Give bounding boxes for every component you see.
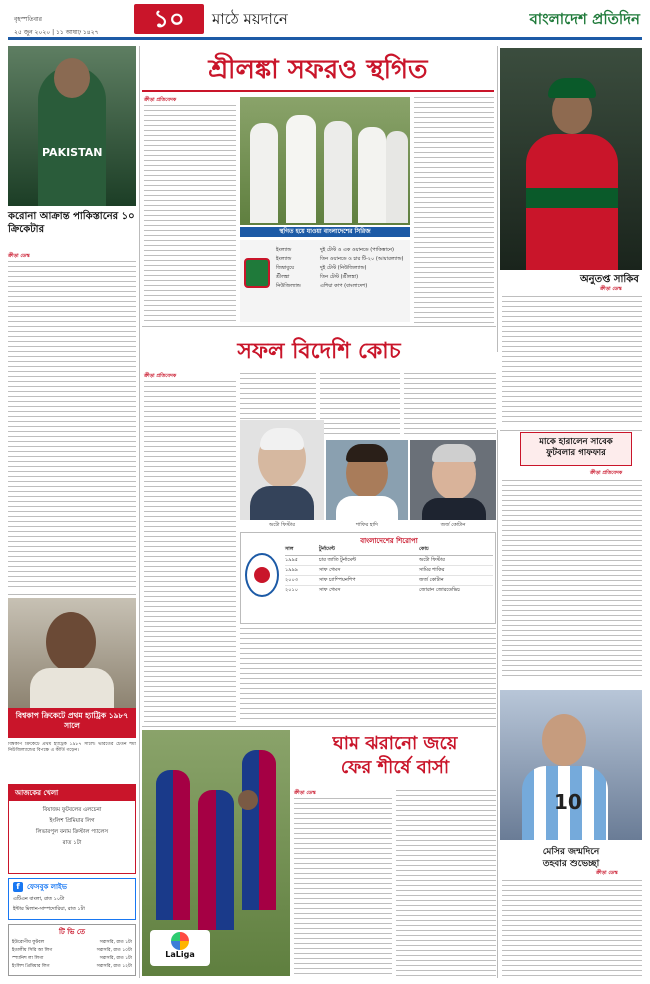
messi-number: 10 (554, 790, 582, 814)
barca-body-col1 (294, 798, 392, 976)
cell-coach: সামির শাকির (419, 567, 445, 573)
coach-photo-1 (240, 420, 324, 520)
table-row (285, 556, 493, 566)
right-rule-1 (500, 430, 642, 431)
coach3-hair (432, 444, 476, 462)
cell-year: ১৯৯৯ (285, 567, 298, 573)
schedule-row (276, 246, 406, 255)
schedule-team: ইংল্যান্ড (276, 247, 292, 253)
barca-headline-2: ফের শীর্ষে বার্সা (340, 757, 450, 778)
barca-player-3 (242, 750, 276, 910)
messi-caption-2: তহবার শুভেচ্ছা (542, 859, 600, 869)
story2-body: বিশ্বকাপ ক্রিকেটে প্রথম হ্যাট্রিক ১৯৮৭ সালে। ভারতের চেতন শর্মা নিউজিল্যান্ডের বিপক্ষে এ কীর্তি গড়েন। (8, 742, 136, 754)
masthead (0, 0, 650, 44)
player-2 (286, 115, 316, 223)
lead-photo (240, 97, 410, 225)
barca-player-4 (238, 790, 258, 810)
story1-headline: করোনা আক্রান্ত পাকিস্তানের ১০ ক্রিকেটার (8, 211, 135, 235)
coach2-shirt (336, 496, 398, 520)
tv-row (12, 955, 132, 963)
tv-box (8, 924, 136, 976)
coach-photo-3-label: জর্জ কোটান (440, 522, 466, 528)
barca-headline-1: ঘাম ঝরানো জয়ে (332, 733, 458, 754)
schedule-team: ইংল্যান্ড (276, 256, 292, 262)
tv-title: টি ভি তে (58, 928, 85, 936)
lead-body-col3 (414, 97, 494, 323)
coach-photo-1-label: অটো ফিস্টার (269, 522, 295, 528)
shakib-body (502, 296, 642, 426)
lead-body-col1 (144, 105, 236, 323)
gaffar-reporter: ক্রীড়া প্রতিবেদক (590, 470, 623, 476)
col-tournament: টুর্নামেন্ট (319, 546, 335, 552)
table-row (285, 576, 493, 586)
messi-body (502, 880, 642, 976)
brand-logo: বাংলাদেশ প্রতিদিন (529, 10, 640, 28)
cell-tournament: সাফ চ্যাম্পিয়নশিপ (319, 577, 356, 583)
messi-reporter: ক্রীড়া ডেস্ক (596, 870, 618, 876)
center-vrule (497, 46, 498, 352)
story2-headline: বিশ্বকাপ ক্রিকেটে প্রথম হ্যাট্রিক ১৯৮৭ সালে (15, 711, 129, 730)
tv-row-left: স্প্যানিশ লা লিগা (12, 956, 44, 961)
live-box (8, 878, 136, 920)
coach1-shirt (250, 486, 314, 520)
coach-headline: সফল বিদেশি কোচ (237, 338, 401, 364)
messi-caption-1: মেসির জন্মদিনে (542, 847, 600, 857)
table-header (285, 546, 493, 556)
player-3 (324, 121, 352, 223)
left-divider-1 (8, 594, 136, 595)
table-title: বাংলাদেশের শিরোপা (360, 537, 418, 545)
coach-body-col1 (144, 381, 236, 723)
lead-photo-caption: স্থগিত হয়ে যাওয়া বাংলাদেশের সিরিজ (279, 228, 371, 235)
player-head (54, 58, 90, 98)
schedule-row (276, 273, 406, 282)
schedule-series: দুই টেস্ট (নিউজিল্যান্ড) (320, 265, 367, 271)
coach2-hair (346, 444, 388, 462)
tv-row-right: সরাসরি, রাত ১টা (99, 940, 132, 945)
tv-row-right: সরাসরি, রাত ১২টা (96, 964, 132, 969)
schedule-row (276, 264, 406, 273)
schedule-series: দুই টেস্ট ও এক ওয়ানডে (পাকিস্তানে) (320, 247, 394, 253)
tv-row-left: ইতালীয় সিরি আ লিগ (12, 948, 53, 953)
story1-reporter: ক্রীড়া ডেস্ক (8, 253, 30, 259)
cell-coach: জর্জ কোটান (419, 577, 444, 583)
left-column (8, 46, 136, 976)
tv-row-right: সরাসরি, রাত ১০টা (96, 948, 132, 953)
today-line3: লিভারপুল বনাম ক্রিস্টাল প্যালেস (35, 829, 109, 835)
schedule-series: এশিয়া কাপ (বাংলাদেশ) (320, 283, 368, 289)
schedule-team: নিউজিল্যান্ড (276, 283, 301, 289)
schedule-row (276, 255, 406, 264)
chetan-photo (8, 598, 136, 708)
cell-coach: অটো ফিস্টার (419, 557, 445, 563)
coach-top-rule (142, 326, 496, 327)
coach-photo-2-label: শাফির হাদি (356, 522, 378, 528)
lead-reporter: ক্রীড়া প্রতিবেদক (144, 97, 177, 103)
cell-tournament: সাফ গেমস (319, 587, 341, 593)
gaffar-headline-box (520, 432, 632, 466)
live-line2: ইন্টার মিলান-সাম্পদোরিয়া, রাত ১টা (13, 906, 85, 912)
today-line2: ইংলিশ প্রিমিয়ার লিগ (49, 818, 95, 824)
chetan-head (46, 612, 96, 672)
tv-rows (9, 939, 135, 971)
player-4 (358, 127, 386, 223)
section-title: মাঠে ময়দানে (212, 10, 288, 28)
page-number: ১০ (134, 4, 204, 34)
cell-year: ২০০৩ (285, 577, 299, 583)
barca-top-rule (142, 726, 496, 727)
live-title-row (9, 879, 135, 895)
live-title: ফেসবুক লাইভ (27, 883, 67, 891)
today-title: আজকের খেলা (9, 785, 135, 801)
lead-caption-bar (240, 227, 410, 237)
gaffar-headline: মাকে হারালেন সাবেক ফুটবলার গাফফার (539, 437, 613, 458)
schedule-series: তিন টেস্ট (শ্রীলঙ্কা) (320, 274, 359, 280)
laliga-logo (150, 930, 210, 966)
shakib-reporter: ক্রীড়া ডেস্ক (600, 286, 622, 292)
table-row (285, 566, 493, 576)
lead-headline-band (142, 48, 494, 92)
barca-photo (142, 730, 290, 976)
coach3-shirt (422, 498, 486, 520)
tv-row (12, 947, 132, 955)
cell-tournament: চার জাতি টুর্নামেন্ট (319, 557, 357, 563)
tv-row-right: সরাসরি, রাত ১টা (99, 956, 132, 961)
date-full: ২৫ জুন ২০২০ | ১১ আষাঢ় ১৪২৭ (14, 29, 99, 36)
bff-logo-inner (254, 567, 270, 583)
schedule-team: শ্রীলঙ্কা (276, 274, 290, 280)
shakib-caption: অনুতপ্ত সাকিব (580, 274, 639, 285)
story1-body (8, 261, 136, 591)
coach-photo-2 (326, 440, 408, 520)
tv-row-left: ইউরোপীয় ফুটবল (12, 940, 45, 945)
right-vrule-bottom (497, 430, 498, 978)
cell-year: ২০১০ (285, 587, 298, 593)
hafeez-photo (8, 46, 136, 206)
messi-photo (500, 690, 642, 840)
masthead-rule (8, 37, 642, 40)
barca-body-col2 (396, 790, 496, 976)
tv-row (12, 939, 132, 947)
laliga-mark (171, 932, 189, 950)
left-vrule (139, 46, 140, 978)
cell-coach: জোরান জোরডেভিচ (419, 587, 460, 593)
table-body (285, 556, 493, 595)
lead-headline: শ্রীলঙ্কা সফরও স্থগিত (208, 55, 428, 85)
messi-head (542, 714, 586, 766)
bcb-logo (244, 258, 270, 288)
coach1-hair (260, 428, 304, 450)
jersey-text: PAKISTAN (42, 146, 103, 159)
chetan-body (30, 668, 114, 708)
cell-tournament: সাফ গেমস (319, 567, 341, 573)
schedule-rows (276, 246, 406, 291)
col-coach: কোচ (419, 546, 429, 552)
coach-reporter: ক্রীড়া প্রতিবেদক (144, 373, 177, 379)
schedule-box (240, 240, 410, 322)
schedule-series: তিন ওয়ানডে ও চার টি-২০ (আয়ারল্যান্ড) (320, 256, 404, 262)
schedule-team: জিম্বাবুয়ে (276, 265, 295, 271)
barca-player-2 (198, 790, 234, 930)
today-box (8, 784, 136, 874)
today-line4: রাত ১টা (62, 840, 82, 846)
live-line1: এটিএন বাংলা, রাত ১০টা (13, 896, 65, 902)
shakib-jersey-stripe (526, 188, 618, 208)
col-year: সাল (285, 546, 294, 552)
tv-row (12, 963, 132, 971)
barca-reporter: ক্রীড়া ডেস্ক (294, 790, 316, 796)
date-block (14, 14, 134, 38)
laliga-text: LaLiga (165, 950, 195, 959)
bff-logo (245, 553, 279, 597)
coach-body-bottom (240, 628, 496, 723)
barca-player-1 (156, 770, 190, 920)
tv-row-left: ইংলিশ প্রিমিয়ার লিগ (12, 964, 50, 969)
schedule-row (276, 282, 406, 291)
coach-body-col3 (320, 373, 400, 437)
coach-photo-3 (410, 440, 496, 520)
titles-table (240, 532, 496, 624)
facebook-icon: f (13, 882, 23, 892)
shakib-cap (548, 78, 596, 98)
shakib-photo (500, 48, 642, 270)
story2-headline-box (8, 708, 136, 738)
player-1 (250, 123, 278, 223)
cell-year: ১৯৯৫ (285, 557, 298, 563)
table-row (285, 586, 493, 595)
coach-body-col4 (404, 373, 496, 437)
date-weekday: বৃহস্পতিবার (14, 16, 42, 23)
barca-headline-box (292, 732, 498, 784)
today-line1: বিয়াজম ফুটবলের এলচেনা (42, 807, 102, 813)
gaffar-body (502, 480, 642, 680)
player-5 (386, 131, 408, 223)
